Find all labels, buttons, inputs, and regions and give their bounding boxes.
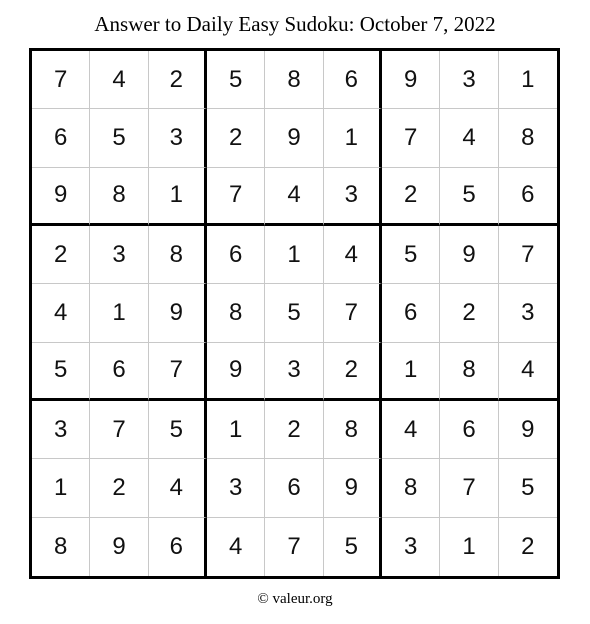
sudoku-cell-r1-c3: 2 xyxy=(149,51,207,109)
sudoku-cell-r9-c7: 3 xyxy=(382,518,440,576)
sudoku-cell-r2-c4: 2 xyxy=(207,109,265,167)
sudoku-cell-r8-c2: 2 xyxy=(90,459,148,517)
sudoku-cell-r2-c6: 1 xyxy=(324,109,382,167)
sudoku-cell-r3-c4: 7 xyxy=(207,168,265,226)
sudoku-cell-r1-c1: 7 xyxy=(32,51,90,109)
sudoku-cell-r3-c6: 3 xyxy=(324,168,382,226)
sudoku-cell-r5-c6: 7 xyxy=(324,284,382,342)
sudoku-cell-r6-c7: 1 xyxy=(382,343,440,401)
sudoku-cell-r7-c5: 2 xyxy=(265,401,323,459)
sudoku-grid xyxy=(29,48,560,579)
sudoku-cell-r2-c2: 5 xyxy=(90,109,148,167)
sudoku-cell-r2-c7: 7 xyxy=(382,109,440,167)
sudoku-cell-r9-c1: 8 xyxy=(32,518,90,576)
sudoku-cell-r8-c6: 9 xyxy=(324,459,382,517)
sudoku-cell-r3-c8: 5 xyxy=(440,168,498,226)
page-title: Answer to Daily Easy Sudoku: October 7, 2022 xyxy=(94,12,496,36)
sudoku-cell-r1-c2: 4 xyxy=(90,51,148,109)
sudoku-cell-r9-c2: 9 xyxy=(90,518,148,576)
sudoku-cell-r8-c9: 5 xyxy=(499,459,557,517)
sudoku-cell-r7-c4: 1 xyxy=(207,401,265,459)
sudoku-cell-r3-c5: 4 xyxy=(265,168,323,226)
sudoku-cell-r2-c3: 3 xyxy=(149,109,207,167)
sudoku-cell-r9-c3: 6 xyxy=(149,518,207,576)
sudoku-cell-r5-c4: 8 xyxy=(207,284,265,342)
sudoku-cell-r9-c6: 5 xyxy=(324,518,382,576)
sudoku-cell-r4-c7: 5 xyxy=(382,226,440,284)
sudoku-cell-r8-c1: 1 xyxy=(32,459,90,517)
sudoku-cell-r8-c4: 3 xyxy=(207,459,265,517)
sudoku-cell-r1-c7: 9 xyxy=(382,51,440,109)
sudoku-cell-r1-c4: 5 xyxy=(207,51,265,109)
sudoku-cell-r3-c1: 9 xyxy=(32,168,90,226)
sudoku-cell-r1-c6: 6 xyxy=(324,51,382,109)
sudoku-cell-r4-c3: 8 xyxy=(149,226,207,284)
sudoku-cell-r2-c8: 4 xyxy=(440,109,498,167)
sudoku-cell-r1-c9: 1 xyxy=(499,51,557,109)
copyright-footer: © valeur.org xyxy=(257,591,333,607)
sudoku-cell-r9-c4: 4 xyxy=(207,518,265,576)
sudoku-cell-r6-c2: 6 xyxy=(90,343,148,401)
sudoku-cell-r1-c8: 3 xyxy=(440,51,498,109)
sudoku-cell-r3-c9: 6 xyxy=(499,168,557,226)
sudoku-cell-r4-c8: 9 xyxy=(440,226,498,284)
sudoku-cell-r7-c1: 3 xyxy=(32,401,90,459)
sudoku-cell-r7-c8: 6 xyxy=(440,401,498,459)
sudoku-cell-r7-c6: 8 xyxy=(324,401,382,459)
sudoku-cell-r8-c5: 6 xyxy=(265,459,323,517)
sudoku-cell-r5-c5: 5 xyxy=(265,284,323,342)
sudoku-cell-r8-c7: 8 xyxy=(382,459,440,517)
sudoku-cell-r4-c2: 3 xyxy=(90,226,148,284)
sudoku-cell-r7-c9: 9 xyxy=(499,401,557,459)
sudoku-cell-r4-c9: 7 xyxy=(499,226,557,284)
sudoku-cell-r2-c9: 8 xyxy=(499,109,557,167)
sudoku-cell-r5-c3: 9 xyxy=(149,284,207,342)
sudoku-cell-r5-c7: 6 xyxy=(382,284,440,342)
sudoku-cell-r9-c9: 2 xyxy=(521,532,535,560)
sudoku-cell-r8-c8: 7 xyxy=(440,459,498,517)
sudoku-cell-r6-c4: 9 xyxy=(207,343,265,401)
sudoku-cell-r5-c2: 1 xyxy=(90,284,148,342)
sudoku-cell-r4-c4: 6 xyxy=(207,226,265,284)
sudoku-cell-r3-c3: 1 xyxy=(149,168,207,226)
sudoku-cell-r6-c3: 7 xyxy=(149,343,207,401)
sudoku-cell-r5-c1: 4 xyxy=(32,284,90,342)
sudoku-cell-r8-c3: 4 xyxy=(149,459,207,517)
sudoku-cell-r6-c8: 8 xyxy=(440,343,498,401)
sudoku-cell-r6-c1: 5 xyxy=(32,343,90,401)
sudoku-cell-r2-c5: 9 xyxy=(265,109,323,167)
sudoku-cell-r3-c7: 2 xyxy=(382,168,440,226)
sudoku-cell-r7-c7: 4 xyxy=(382,401,440,459)
sudoku-cell-r9-c5: 7 xyxy=(265,518,323,576)
sudoku-cell-r5-c8: 2 xyxy=(440,284,498,342)
sudoku-cell-r4-c6: 4 xyxy=(324,226,382,284)
sudoku-cell-r4-c1: 2 xyxy=(32,226,90,284)
sudoku-cell-r5-c9: 3 xyxy=(499,284,557,342)
sudoku-cell-r6-c9: 4 xyxy=(499,343,557,401)
sudoku-cell-r1-c5: 8 xyxy=(265,51,323,109)
sudoku-cell-r4-c5: 1 xyxy=(265,226,323,284)
sudoku-cell-r9-c8: 1 xyxy=(440,518,498,576)
sudoku-cell-r2-c1: 6 xyxy=(32,109,90,167)
sudoku-cell-r6-c5: 3 xyxy=(265,343,323,401)
sudoku-cell-r3-c2: 8 xyxy=(90,168,148,226)
sudoku-cell-r7-c2: 7 xyxy=(90,401,148,459)
sudoku-cell-r6-c6: 2 xyxy=(324,343,382,401)
sudoku-cell-r7-c3: 5 xyxy=(149,401,207,459)
